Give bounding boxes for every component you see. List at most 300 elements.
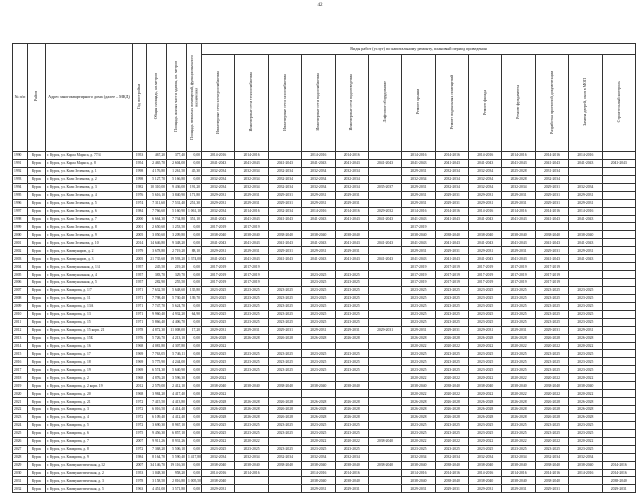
district-cell: Курск	[28, 382, 46, 390]
work-period-cell: 2041-2043	[335, 239, 368, 247]
row-number-cell: 2010	[13, 310, 28, 318]
district-cell: Курск	[28, 445, 46, 453]
area-total-cell: 4 876,20	[147, 374, 167, 382]
work-period-cell: 2041-2043	[435, 239, 468, 247]
work-period-cell: 2017-2019	[235, 271, 268, 279]
address-cell: г. Курск, ул. Комарова, д. 11	[46, 294, 133, 302]
work-period-cell: 2041-2043	[469, 239, 502, 247]
header-work-type: Инженерные сети водоснабжения	[302, 55, 335, 152]
area-nonliving-cell: 139,70	[187, 294, 202, 302]
work-period-cell: 2023-2025	[202, 358, 235, 366]
district-cell: Курск	[28, 358, 46, 366]
work-period-cell	[268, 469, 301, 477]
work-period-cell: 2020-2022	[569, 342, 602, 350]
work-period-cell: 2023-2025	[502, 445, 535, 453]
work-period-cell	[602, 334, 636, 342]
address-cell: г. Курск, ул. Коли Зеленова, д. 3	[46, 183, 133, 191]
address-cell: г. Курск, ул. Коммунистическая, д. 5	[46, 485, 133, 493]
year-cell: 1976	[133, 334, 147, 342]
work-period-cell: 2023-2025	[268, 445, 301, 453]
work-period-cell: 2014-2016	[535, 469, 568, 477]
work-period-cell: 2038-2040	[435, 382, 468, 390]
address-cell: г. Курск, ул. Коммунальная, д. 5	[46, 279, 133, 287]
work-period-cell: 2023-2025	[235, 294, 268, 302]
work-period-cell: 2029-2031	[202, 247, 235, 255]
work-period-cell: 2017-2019	[402, 223, 435, 231]
work-period-cell: 2023-2025	[469, 302, 502, 310]
work-period-cell: 2023-2025	[335, 302, 368, 310]
work-period-cell: 2041-2043	[368, 239, 401, 247]
work-period-cell: 2032-2034	[335, 167, 368, 175]
work-period-cell: 2029-2031	[235, 191, 268, 199]
work-period-cell: 2023-2025	[302, 310, 335, 318]
area-total-cell: 9 456,30	[147, 429, 167, 437]
work-period-cell: 2023-2025	[402, 366, 435, 374]
work-period-cell: 2023-2025	[302, 318, 335, 326]
work-period-cell: 2026-2028	[268, 413, 301, 421]
work-period-cell: 2023-2025	[235, 302, 268, 310]
work-period-cell: 2032-2034	[469, 453, 502, 461]
work-period-cell: 2041-2043	[268, 159, 301, 167]
address-cell: г. Курск, ул. Комарова, д. 5	[46, 421, 133, 429]
work-period-cell: 2023-2025	[535, 421, 568, 429]
area-nonliving-cell: 45,30	[187, 167, 202, 175]
address-cell: г. Курск, ул. Комарова, д. 17	[46, 350, 133, 358]
work-period-cell: 2026-2028	[535, 334, 568, 342]
year-cell: 1984	[133, 207, 147, 215]
area-living-cell: 5 506,10	[167, 445, 187, 453]
year-cell: 1971	[133, 286, 147, 294]
work-period-cell	[368, 199, 401, 207]
work-period-cell: 2029-2031	[235, 247, 268, 255]
table-row	[13, 215, 636, 223]
work-period-cell: 2029-2031	[502, 485, 535, 493]
work-period-cell: 2026-2028	[268, 334, 301, 342]
area-living-cell: 5 624,70	[167, 302, 187, 310]
work-period-cell	[368, 485, 401, 493]
district-cell: Курск	[28, 152, 46, 160]
table-row	[13, 223, 636, 231]
work-period-cell: 2023-2025	[335, 358, 368, 366]
area-nonliving-cell: 0,00	[187, 390, 202, 398]
area-total-cell: 7 368,20	[147, 445, 167, 453]
work-period-cell: 2032-2034	[435, 453, 468, 461]
work-period-cell: 2029-2031	[368, 326, 401, 334]
table-row	[13, 437, 636, 445]
work-period-cell: 2029-2032	[368, 207, 401, 215]
year-cell: 1972	[133, 406, 147, 414]
district-cell: Курск	[28, 485, 46, 493]
work-period-cell: 2029-2031	[302, 199, 335, 207]
work-period-cell: 2023-2025	[569, 421, 602, 429]
work-period-cell: 2038-2040	[302, 461, 335, 469]
work-period-cell: 2014-2016	[335, 469, 368, 477]
area-total-cell: 6 109,40	[147, 413, 167, 421]
row-number-cell: 2021	[13, 398, 28, 406]
work-period-cell	[569, 167, 602, 175]
table-row	[13, 429, 636, 437]
work-period-cell: 2026-2028	[502, 398, 535, 406]
work-period-cell	[268, 263, 301, 271]
table-row	[13, 207, 636, 215]
work-period-cell: 2038-2040	[302, 382, 335, 390]
work-period-cell: 2032-2034	[268, 167, 301, 175]
work-period-cell	[602, 294, 636, 302]
work-period-cell: 2023-2025	[335, 445, 368, 453]
work-period-cell: 2029-2031	[502, 247, 535, 255]
work-period-cell	[602, 429, 636, 437]
address-cell: г. Курск, ул. Комарова, д. 15Б	[46, 334, 133, 342]
address-cell: г. Курск, ул. Комарова, д. 8	[46, 445, 133, 453]
work-period-cell: 2032-2034	[335, 453, 368, 461]
work-period-cell: 2023-2025	[402, 302, 435, 310]
address-cell: г. Курск, ул. Комарова, д. 6	[46, 429, 133, 437]
work-period-cell: 2032-2034	[302, 175, 335, 183]
work-period-cell: 2029-2031	[569, 191, 602, 199]
address-cell: г. Курск, ул. Комарова, д. 15	[46, 318, 133, 326]
area-living-cell: 8 931,26	[167, 437, 187, 445]
table-row	[13, 445, 636, 453]
work-period-cell: 2020-2022	[569, 374, 602, 382]
work-period-cell: 2023-2025	[268, 310, 301, 318]
work-period-cell: 2032-2034	[235, 167, 268, 175]
work-period-cell: 2017-2019	[402, 271, 435, 279]
row-number-cell: 1993	[13, 175, 28, 183]
work-period-cell	[602, 271, 636, 279]
row-number-cell: 2000	[13, 231, 28, 239]
work-period-cell	[268, 342, 301, 350]
work-period-cell	[469, 223, 502, 231]
work-period-cell: 2038-2040	[502, 461, 535, 469]
row-number-cell: 2018	[13, 374, 28, 382]
work-period-cell: 2038-2040	[569, 231, 602, 239]
area-living-cell: 1 253,50	[167, 223, 187, 231]
work-period-cell: 2032-2034	[435, 175, 468, 183]
work-period-cell: 2038-2040	[335, 382, 368, 390]
row-number-cell: 2013	[13, 334, 28, 342]
address-cell: г. Курск, ул. Коммунальная, д. 1/4	[46, 263, 133, 271]
work-period-cell: 2023-2025	[402, 286, 435, 294]
work-period-cell: 2014-2016	[602, 461, 636, 469]
table-row	[13, 485, 636, 493]
work-period-cell: 2023-2025	[235, 429, 268, 437]
work-period-cell: 2041-2043	[602, 159, 636, 167]
district-cell: Курск	[28, 374, 46, 382]
area-total-cell: 282,90	[147, 279, 167, 287]
row-number-cell: 2023	[13, 413, 28, 421]
row-number-cell: 1990	[13, 152, 28, 160]
page-number: 42	[317, 3, 323, 8]
work-period-cell: 2023-2025	[335, 350, 368, 358]
work-period-cell: 2026-2028	[569, 406, 602, 414]
area-living-cell: 255,50	[167, 279, 187, 287]
district-cell: Курск	[28, 350, 46, 358]
table-row	[13, 390, 636, 398]
table-row	[13, 286, 636, 294]
work-period-cell: 2023-2025	[302, 279, 335, 287]
area-nonliving-cell: 0,00	[187, 437, 202, 445]
work-period-cell	[368, 271, 401, 279]
area-living-cell: 5 166,80	[167, 175, 187, 183]
work-period-cell: 2023-2025	[502, 429, 535, 437]
work-period-cell: 2029-2031	[402, 199, 435, 207]
work-period-cell: 2023-2025	[202, 318, 235, 326]
work-period-cell	[368, 390, 401, 398]
work-period-cell: 2023-2025	[469, 318, 502, 326]
work-period-cell: 2023-2025	[202, 421, 235, 429]
work-period-cell: 2041-2043	[302, 255, 335, 263]
table-row	[13, 342, 636, 350]
area-nonliving-cell: 1 417,80	[188, 455, 201, 460]
area-total-cell: 9 911,26	[147, 437, 167, 445]
work-period-cell: 2020-2022	[535, 342, 568, 350]
work-period-cell: 2023-2025	[235, 421, 268, 429]
area-living-cell: 2 412,10	[167, 382, 187, 390]
address-cell: г. Курск, ул. Коммунистическая, д.12	[46, 461, 133, 469]
area-living-cell: 4 213,10	[167, 334, 187, 342]
work-period-cell: 2026-2028	[302, 406, 335, 414]
work-period-cell: 2020-2022	[502, 374, 535, 382]
work-period-cell: 2014-2016	[402, 207, 435, 215]
work-period-cell: 2014-2016	[435, 152, 468, 160]
header-work-type: Ремонт крыши	[402, 55, 435, 152]
year-cell: 1954	[133, 159, 147, 167]
work-period-cell	[569, 485, 602, 493]
row-number-cell: 2014	[13, 342, 28, 350]
work-period-cell	[535, 223, 568, 231]
address-cell: г. Курск, ул. Комарова, д. 3	[46, 406, 133, 414]
area-nonliving-cell: 0,00	[187, 469, 202, 477]
work-period-cell: 2029-2031	[535, 199, 568, 207]
work-period-cell: 2023-2025	[235, 318, 268, 326]
work-period-cell: 2029-2031	[268, 247, 301, 255]
work-period-cell: 2029-2031	[402, 191, 435, 199]
work-period-cell: 2014-2016	[235, 469, 268, 477]
work-period-cell: 2038-2040	[368, 437, 401, 445]
work-period-cell: 2023-2025	[502, 302, 535, 310]
work-period-cell	[602, 390, 636, 398]
year-cell: 1974	[133, 199, 147, 207]
work-period-cell: 2026-2028	[435, 334, 468, 342]
work-period-cell	[268, 374, 301, 382]
work-period-cell: 2017-2019	[502, 279, 535, 287]
work-period-cell: 2029-2031	[535, 326, 568, 334]
year-cell: 1972	[133, 413, 147, 421]
work-period-cell: 2023-2025	[535, 318, 568, 326]
work-period-cell: 2023-2025	[268, 421, 301, 429]
work-period-cell: 2038-2040	[235, 382, 268, 390]
year-cell: 1957	[133, 263, 147, 271]
district-cell: Курск	[28, 437, 46, 445]
work-period-cell: 2029-2031	[435, 191, 468, 199]
work-period-cell	[368, 398, 401, 406]
work-period-cell	[602, 223, 636, 231]
work-period-cell: 2038-2040	[268, 382, 301, 390]
district-cell: Курск	[28, 318, 46, 326]
work-period-cell: 2023-2025	[435, 366, 468, 374]
row-number-cell: 2017	[13, 366, 28, 374]
work-period-cell	[602, 358, 636, 366]
work-period-cell: 2032-2034	[235, 183, 268, 191]
work-period-cell: 2020-2022	[302, 437, 335, 445]
header-work-type: Инженерные сети электроснабжения	[202, 55, 235, 152]
table-row	[13, 374, 636, 382]
work-period-cell: 2029-2031	[402, 167, 435, 175]
work-period-cell: 2032-2034	[535, 453, 568, 461]
work-period-cell: 2026-2028	[535, 398, 568, 406]
work-period-cell	[268, 485, 301, 493]
work-period-cell: 2023-2025	[335, 310, 368, 318]
area-living-cell: 4 307,80	[167, 342, 187, 350]
row-number-cell: 1992	[13, 167, 28, 175]
header-work-type: Ремонт фундамента	[502, 55, 535, 152]
area-nonliving-cell: 0,00	[187, 302, 202, 310]
work-period-cell: 2023-2025	[235, 286, 268, 294]
work-period-cell: 2029-2031	[535, 485, 568, 493]
district-cell: Курск	[28, 286, 46, 294]
work-period-cell: 2038-2040	[335, 477, 368, 485]
work-period-cell: 2035-2037	[368, 183, 401, 191]
area-total-cell: 6 016,50	[147, 406, 167, 414]
work-period-cell: 2017-2019	[502, 271, 535, 279]
work-period-cell: 2032-2034	[469, 183, 502, 191]
work-period-cell: 2026-2028	[335, 334, 368, 342]
work-period-cell: 2023-2025	[469, 445, 502, 453]
work-period-cell: 2032-2034	[502, 453, 535, 461]
work-period-cell	[602, 398, 636, 406]
work-period-cell: 2038-2040	[469, 382, 502, 390]
area-nonliving-cell: 0,00	[187, 406, 202, 414]
work-period-cell: 2041-2043	[502, 239, 535, 247]
work-period-cell: 2041-2043	[469, 159, 502, 167]
header-work-type: Ремонт фасада	[469, 55, 502, 152]
work-period-cell	[602, 406, 636, 414]
work-period-cell: 2020-2022	[535, 390, 568, 398]
address-cell: г. Курск, ул. Комарова, д. 7	[46, 437, 133, 445]
work-period-cell	[268, 152, 301, 160]
area-nonliving-cell: 0,00	[187, 271, 202, 279]
area-living-cell: 7 734,80	[167, 215, 187, 223]
work-period-cell: 2023-2025	[502, 294, 535, 302]
work-period-cell: 2038-2040	[302, 477, 335, 485]
area-nonliving-cell: 0,00	[187, 223, 202, 231]
work-period-cell: 2029-2031	[435, 326, 468, 334]
table-row	[13, 167, 636, 175]
work-period-cell: 2029-2031	[268, 199, 301, 207]
work-period-cell: 2023-2025	[235, 358, 268, 366]
district-cell: Курск	[28, 413, 46, 421]
work-period-cell: 2023-2025	[402, 294, 435, 302]
work-period-cell	[368, 342, 401, 350]
year-cell: 1953	[133, 469, 147, 477]
work-period-cell: 2032-2034	[235, 453, 268, 461]
work-period-cell	[602, 231, 636, 239]
work-period-cell	[235, 485, 268, 493]
work-period-cell: 2023-2025	[268, 294, 301, 302]
year-cell: 1978	[133, 477, 147, 485]
work-period-cell: 2026-2028	[502, 406, 535, 414]
work-period-cell: 2029-2031	[302, 485, 335, 493]
work-period-cell: 2023-2025	[268, 302, 301, 310]
work-period-cell: 2038-2040	[202, 461, 235, 469]
work-period-cell: 2023-2025	[235, 445, 268, 453]
work-period-cell	[602, 263, 636, 271]
area-total-cell: 3 678,80	[147, 247, 167, 255]
work-period-cell: 2017-2019	[235, 263, 268, 271]
work-period-cell: 2017-2019	[402, 263, 435, 271]
area-nonliving-cell: 88,10	[187, 247, 202, 255]
work-period-cell: 2017-2019	[502, 263, 535, 271]
work-period-cell: 2038-2040	[435, 477, 468, 485]
work-period-cell	[335, 374, 368, 382]
work-period-cell	[368, 294, 401, 302]
table-row	[13, 318, 636, 326]
work-period-cell: 2023-2025	[502, 350, 535, 358]
table-row	[13, 175, 636, 183]
table-row	[13, 358, 636, 366]
work-period-cell: 2020-2022	[469, 390, 502, 398]
area-total-cell: 7 763,05	[147, 350, 167, 358]
work-period-cell: 2041-2043	[502, 255, 535, 263]
work-period-cell: 2032-2034	[202, 167, 235, 175]
work-period-cell: 2017-2019	[469, 263, 502, 271]
work-period-cell: 2020-2022	[402, 342, 435, 350]
work-period-cell: 2014-2016	[302, 469, 335, 477]
work-period-cell: 2023-2025	[569, 302, 602, 310]
work-period-cell: 2038-2040	[202, 382, 235, 390]
work-period-cell: 2029-2031	[435, 485, 468, 493]
work-period-cell: 2023-2025	[302, 429, 335, 437]
work-period-cell	[368, 310, 401, 318]
work-period-cell: 2014-2016	[235, 207, 268, 215]
year-cell: 1975	[133, 429, 147, 437]
work-period-cell: 2023-2025	[268, 366, 301, 374]
year-cell: 1979	[133, 247, 147, 255]
row-number-cell: 2019	[13, 382, 28, 390]
work-period-cell: 2023-2025	[268, 429, 301, 437]
work-period-cell: 2029-2031	[268, 191, 301, 199]
area-living-cell: 4 417,40	[167, 390, 187, 398]
work-period-cell: 2020-2022	[469, 437, 502, 445]
area-nonliving-cell: 0,00	[187, 398, 202, 406]
area-nonliving-cell: 0,00	[187, 350, 202, 358]
work-period-cell: 2029-2031	[302, 326, 335, 334]
work-period-cell: 2014-2016	[602, 469, 636, 477]
work-period-cell: 2029-2031	[535, 247, 568, 255]
work-period-cell: 2041-2043	[569, 239, 602, 247]
work-period-cell: 2023-2025	[502, 366, 535, 374]
district-cell: Курск	[28, 231, 46, 239]
work-period-cell: 2029-2031	[402, 183, 435, 191]
area-nonliving-cell: 0,00	[187, 152, 202, 160]
work-period-cell: 2032-2034	[435, 183, 468, 191]
repair-register-table	[12, 43, 636, 493]
work-period-cell: 2038-2040	[368, 461, 401, 469]
area-total-cell: 8 164,70	[147, 453, 167, 461]
area-living-cell: 3 571,80	[167, 485, 187, 493]
work-period-cell: 2023-2025	[335, 318, 368, 326]
work-period-cell: 2017-2019	[535, 263, 568, 271]
work-period-cell: 2023-2025	[402, 429, 435, 437]
work-period-cell: 2041-2043	[368, 255, 401, 263]
work-period-cell	[268, 390, 301, 398]
work-period-cell	[368, 413, 401, 421]
work-period-cell: 2023-2025	[202, 366, 235, 374]
work-period-cell: 2014-2016	[202, 469, 235, 477]
work-period-cell: 2023-2025	[335, 286, 368, 294]
address-cell: г. Курск, ул. Коли Зеленова, д. 1	[46, 167, 133, 175]
work-period-cell: 2041-2043	[402, 159, 435, 167]
